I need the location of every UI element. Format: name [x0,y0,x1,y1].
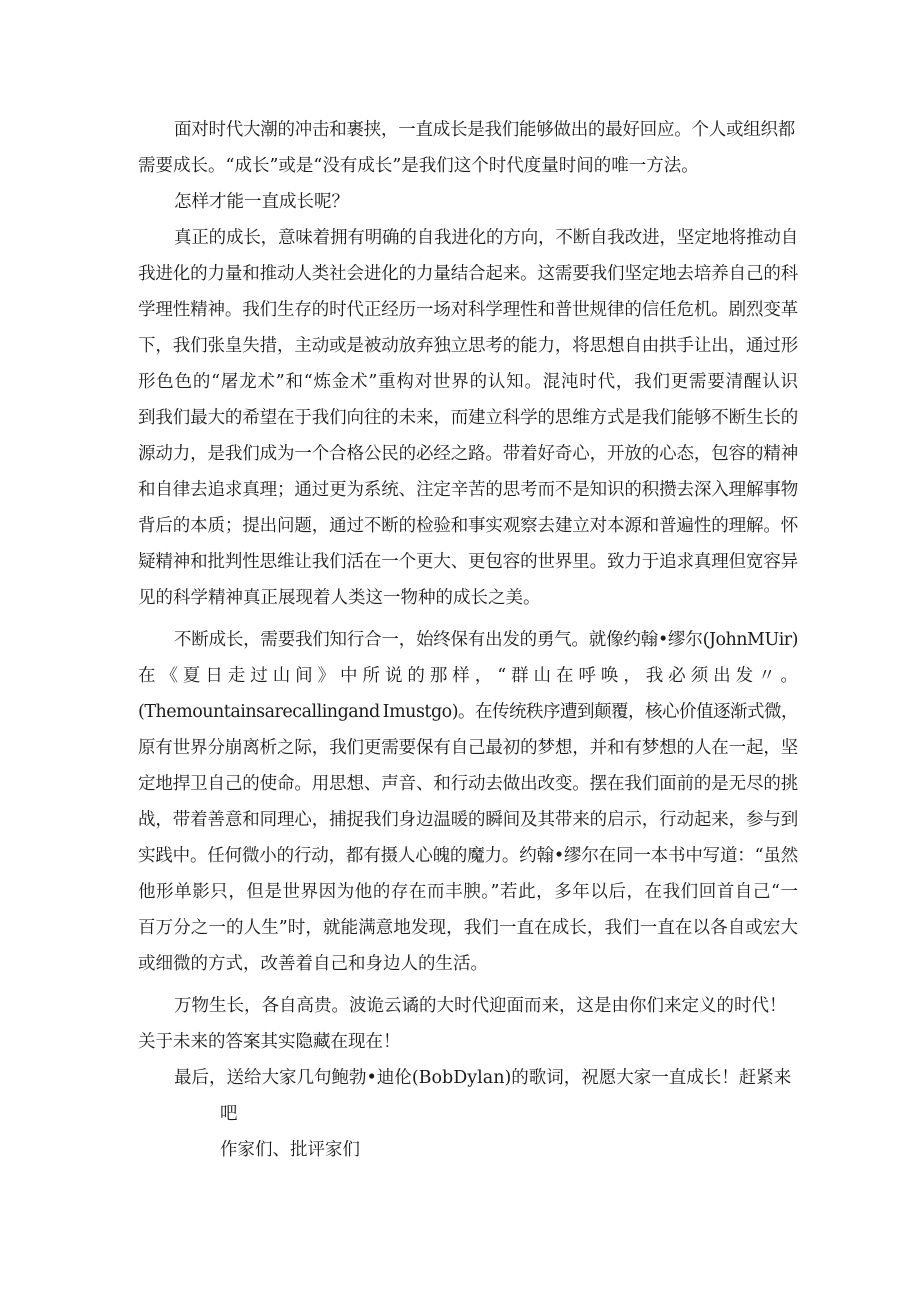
paragraph-4-line-9: 百万分之一的人生”时，就能满意地发现，我们一直在成长，我们一直在以各自或宏大 [138,918,798,938]
question-line: 怎样才能一直成长呢？ [174,192,349,212]
paragraph-6-line-2: 吧 [220,1104,238,1124]
lyrics-line-1: 作家们、批评家们 [220,1140,360,1160]
paragraph-4-line-10: 或细微的方式，改善着自己和身边人的生活。 [138,954,488,974]
paragraph-4-line-2: 在《夏日走过山间》中所说的那样，“群山在呼唤，我必须出发〃。 [138,666,798,686]
paragraph-3-line-11: 见的科学精神真正展现着人类这一物种的成长之美。 [138,588,541,608]
paragraph-4-line-5: 定地捍卫自己的使命。用思想、声音、和行动去做出改变。摆在我们面前的是无尽的挑 [138,774,798,794]
paragraph-4-line-7: 实践中。任何微小的行动，都有摄人心魄的魔力。约翰•缪尔在同一本书中写道：“虽然 [138,846,798,866]
paragraph-4-line-6: 战，带着善意和同理心，捕捉我们身边温暖的瞬间及其带来的启示，行动起来，参与到 [138,810,798,830]
paragraph-6-line-1: 最后，送给大家几句鲍勃•迪伦(BobDylan)的歌词，祝愿大家一直成长！赶紧来 [174,1068,792,1088]
paragraph-4-line-3: (Themountainsarecallingand Imustgo)。在传统秩序遭到颠覆，核心价值逐渐式微， [138,702,799,722]
paragraph-4-line-4: 原有世界分崩离析之际，我们更需要保有自己最初的梦想，并和有梦想的人在一起，坚 [138,738,798,758]
paragraph-4-line-1: 不断成长，需要我们知行合一，始终保有出发的勇气。就像约翰•缪尔(JohnMUir) [174,630,798,650]
paragraph-3-line-1: 真正的成长，意味着拥有明确的自我进化的方向，不断自我改进，坚定地将推动自 [174,228,798,248]
paragraph-3-line-10: 疑精神和批判性思维让我们活在一个更大、更包容的世界里。致力于追求真理但宽容异 [138,552,798,572]
paragraph-3-line-2: 我进化的力量和推动人类社会进化的力量结合起来。这需要我们坚定地去培养自己的科 [138,264,798,284]
paragraph-3-line-7: 源动力，是我们成为一个合格公民的必经之路。带着好奇心，开放的心态，包容的精神 [138,444,798,464]
paragraph-5-line-1: 万物生长，各自高贵。波诡云谲的大时代迎面而来，这是由你们来定义的时代！ [174,996,787,1016]
paragraph-3-line-4: 下，我们张皇失措，主动或是被动放弃独立思考的能力，将思想自由拱手让出，通过形 [138,336,798,356]
paragraph-1-line-2: 需要成长。“成长”或是“没有成长”是我们这个时代度量时间的唯一方法。 [138,156,699,176]
paragraph-3-line-3: 学理性精神。我们生存的时代正经历一场对科学理性和普世规律的信任危机。剧烈变革 [138,300,798,320]
paragraph-3-line-6: 到我们最大的希望在于我们向往的未来，而建立科学的思维方式是我们能够不断生长的 [138,408,798,428]
paragraph-1-line-1: 面对时代大潮的冲击和裹挟，一直成长是我们能够做出的最好回应。个人或组织都 [174,120,795,140]
paragraph-4-line-8: 他形单影只，但是世界因为他的存在而丰腴。”若此，多年以后，在我们回首自己“一 [138,882,798,902]
paragraph-3-line-5: 形色色的“屠龙术”和“炼金术”重构对世界的认知。混沌时代，我们更需要清醒认识 [138,372,798,392]
paragraph-5-line-2: 关于未来的答案其实隐藏在现在！ [138,1032,401,1052]
paragraph-3-line-9: 背后的本质；提出问题，通过不断的检验和事实观察去建立对本源和普遍性的理解。怀 [138,516,798,536]
paragraph-3-line-8: 和自律去追求真理；通过更为系统、注定辛苦的思考而不是知识的积攒去深入理解事物 [138,480,798,500]
